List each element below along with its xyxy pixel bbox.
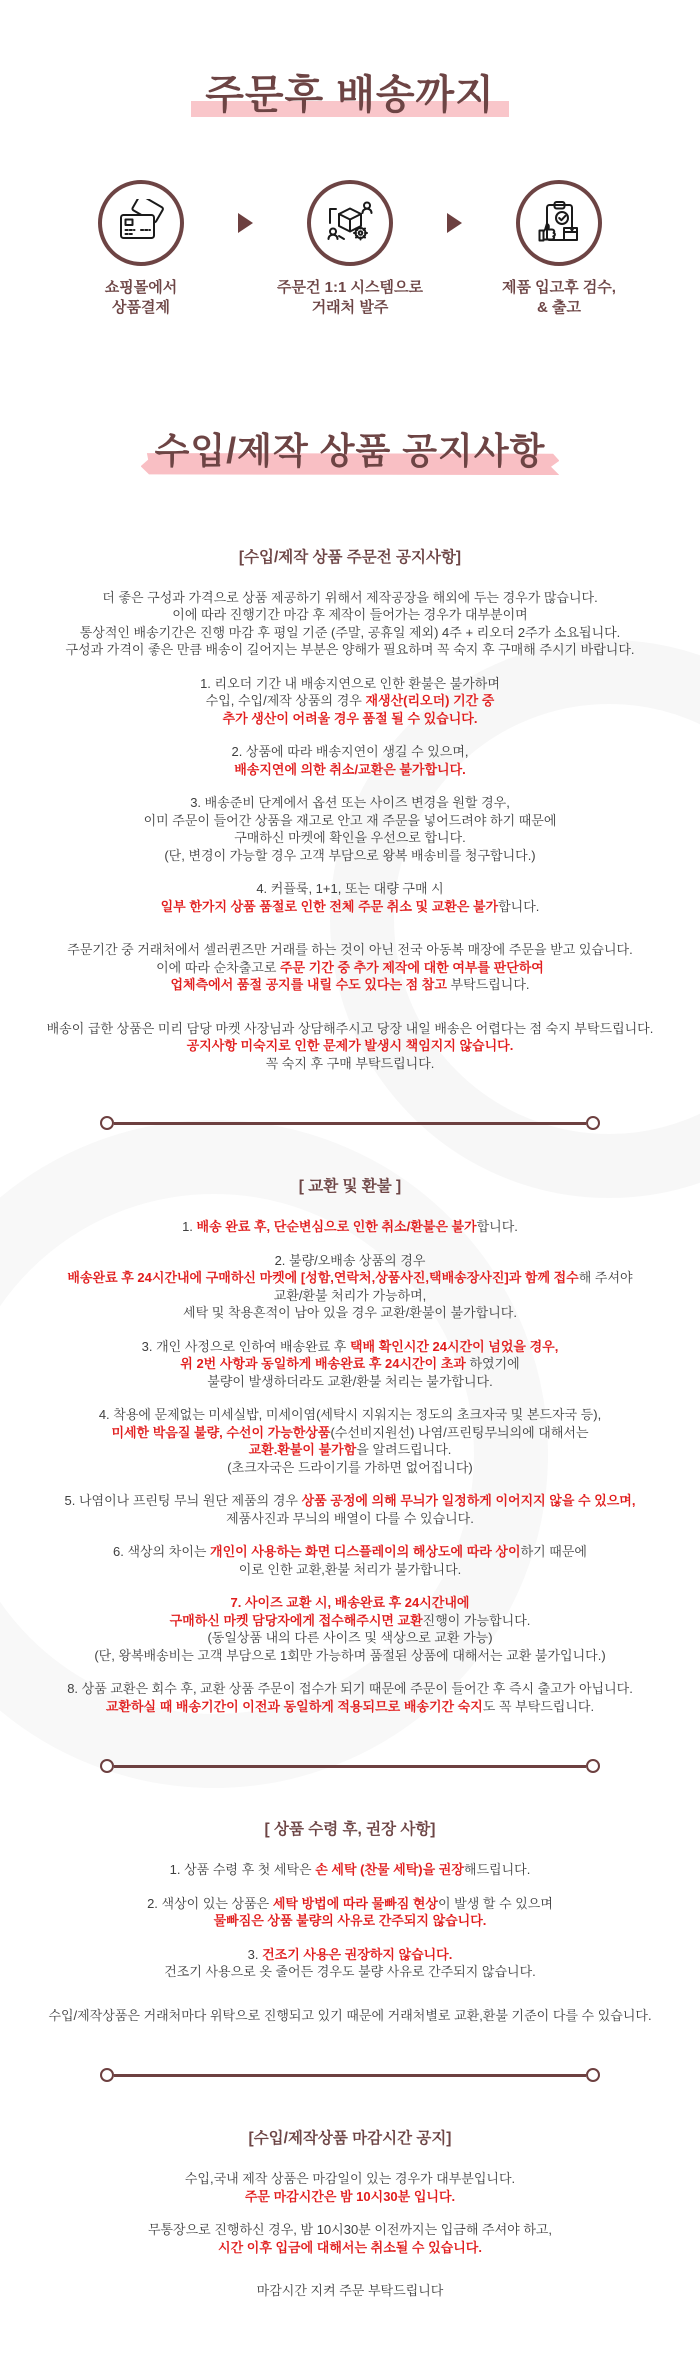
arrow-right-icon <box>447 213 462 233</box>
divider-line <box>114 1122 586 1125</box>
notice-line: 통상적인 배송기간은 진행 마감 후 평일 기준 (주말, 공휴일 제외) 4주 + 리오더 2주가 소요됩니다. <box>79 624 621 640</box>
notice-line: 이에 따라 진행기간 마감 후 제작이 들어가는 경우가 대부분이며 <box>172 607 528 623</box>
notice-paragraph <box>20 2282 680 2300</box>
notice-line: 7. 사이즈 교환 시, 배송완료 후 24시간내에 <box>230 1595 470 1611</box>
notice-line: 2. 색상이 있는 상품은 세탁 방법에 따라 물빠짐 현상이 발생 할 수 있으며 <box>147 1895 553 1911</box>
notice-title-text: 수입/제작 상품 공지사항 <box>154 430 546 472</box>
page-title <box>205 73 495 117</box>
notice-paragraph <box>20 794 680 864</box>
notice-line: (단, 왕복배송비는 고객 부담으로 1회만 가능하며 품절된 상품에 대해서는 교환 불가입니다.) <box>94 1647 606 1663</box>
step-label-line: 제품 입고후 검수, <box>502 278 616 296</box>
section-heading: [ 상품 수령 후, 권장 사항] <box>264 1821 436 1839</box>
notice-line: 2. 불량/오배송 상품의 경우 <box>274 1252 426 1268</box>
notice-line: 수입,국내 제작 상품은 마감일이 있는 경우가 대부분입니다. <box>184 2171 516 2187</box>
divider-dot <box>586 1116 600 1130</box>
notice-paragraph <box>20 743 680 778</box>
notice-line: 5. 나염이나 프린팅 무늬 원단 제품의 경우 상품 공정에 의해 무늬가 일정하게 이어지지 않을 수 있으며, <box>64 1493 636 1509</box>
divider-dot <box>100 1759 114 1773</box>
divider-dot <box>586 2068 600 2082</box>
notice-line: 3. 배송준비 단계에서 옵션 또는 사이즈 변경을 원할 경우, <box>190 795 510 811</box>
notice-title <box>155 431 546 471</box>
section-care-recommendation <box>20 1817 680 2024</box>
notice-line: 1. 리오더 기간 내 배송지연으로 인한 환불은 불가하며 <box>200 675 500 691</box>
notice-line: 추가 생산이 어려울 경우 품절 될 수 있습니다. <box>222 710 478 726</box>
notice-paragraph <box>20 2170 680 2205</box>
notice-paragraph <box>20 1680 680 1715</box>
notice-line: 미세한 박음질 불량, 수선이 가능한상품(수선비지원선) 나염/프린팅무늬의에 대해서는 <box>111 1424 589 1440</box>
notice-line: 업체측에서 품절 공지를 내릴 수도 있다는 점 참고 부탁드립니다. <box>170 977 530 993</box>
section-heading: [수입/제작상품 마감시간 공지] <box>248 2130 452 2148</box>
notice-line: 구성과 가격이 좋은 만큼 배송이 길어지는 부분은 양해가 필요하며 꼭 숙지 후 구매해 주시기 바랍니다. <box>65 642 635 658</box>
notice-paragraph <box>20 1543 680 1578</box>
page-title-text: 주문후 배송까지 <box>205 72 495 117</box>
notice-paragraph <box>20 1492 680 1527</box>
notice-line: (초크자국은 드라이기를 가하면 없어집니다) <box>227 1459 473 1475</box>
notice-paragraph <box>20 1594 680 1664</box>
notice-line: 6. 색상의 차이는 개인이 사용하는 화면 디스플레이의 해상도에 따라 상이하기 때문에 <box>113 1544 587 1560</box>
notice-line: 제품사진과 무늬의 배열이 다를 수 있습니다. <box>226 1510 474 1526</box>
section-divider <box>100 1759 600 1773</box>
divider-dot <box>100 2068 114 2082</box>
step-label-line: 거래처 발주 <box>311 298 389 316</box>
notice-line: 꼭 숙지 후 구매 부탁드립니다. <box>265 1055 435 1071</box>
section-deadline-notice <box>20 2126 680 2300</box>
notice-line: 교환.환불이 불가함을 알려드립니다. <box>248 1442 452 1458</box>
step-label <box>502 278 616 318</box>
divider-dot <box>586 1759 600 1773</box>
notice-line: 물빠짐은 상품 불량의 사유로 간주되지 않습니다. <box>213 1913 487 1929</box>
notice-line: 4. 커플룩, 1+1, 또는 대량 구매 시 <box>256 881 444 897</box>
notice-line: 이에 따라 순차출고로 주문 기간 중 추가 제작에 대한 여부를 판단하여 <box>156 959 544 975</box>
notice-paragraph <box>20 880 680 915</box>
notice-line: 위 2번 사항과 동일하게 배송완료 후 24시간이 초과 하였기에 <box>180 1356 520 1372</box>
section-divider <box>100 1116 600 1130</box>
notice-paragraph <box>20 1020 680 1073</box>
notice-line: 공지사항 미숙지로 인한 문제가 발생시 책임지지 않습니다. <box>186 1038 514 1054</box>
notice-paragraph <box>20 1406 680 1476</box>
notice-line: 주문기간 중 거래처에서 셀러퀸즈만 거래를 하는 것이 아닌 전국 아동복 매장에 주문을 받고 있습니다. <box>67 942 633 958</box>
notice-paragraph <box>20 1252 680 1322</box>
section-divider <box>100 2068 600 2082</box>
process-steps <box>20 180 680 318</box>
notice-paragraph <box>20 675 680 728</box>
notice-line: 구매하신 마켓에 확인을 우선으로 합니다. <box>234 830 466 846</box>
step-label-line: & 출고 <box>537 298 581 316</box>
notice-paragraph <box>20 2007 680 2025</box>
order-system-icon <box>307 180 393 266</box>
process-step-inspection <box>464 180 654 318</box>
step-label-line: 주문건 1:1 시스템으로 <box>277 278 423 296</box>
notice-line: 더 좋은 구성과 가격으로 상품 제공하기 위해서 제작공장을 해외에 두는 경우가 많습니다. <box>102 589 598 605</box>
credit-card-icon <box>98 180 184 266</box>
notice-line: 구매하신 마켓 담당자에게 접수해주시면 교환진행이 가능합니다. <box>169 1612 531 1628</box>
notice-line: 배송지연에 의한 취소/교환은 불가합니다. <box>234 761 466 777</box>
divider-line <box>114 1765 586 1768</box>
notice-line: 이미 주문이 들어간 상품을 재고로 안고 재 주문을 넣어드려야 하기 때문에 <box>143 812 557 828</box>
step-label-line: 상품결제 <box>112 298 170 316</box>
notice-line: (단, 변경이 가능할 경우 고객 부담으로 왕복 배송비를 청구합니다.) <box>164 847 536 863</box>
notice-paragraph <box>20 1338 680 1391</box>
divider-dot <box>100 1116 114 1130</box>
notice-line: 1. 배송 완료 후, 단순변심으로 인한 취소/환불은 불가합니다. <box>182 1219 518 1235</box>
notice-line: 수입/제작상품은 거래처마다 위탁으로 진행되고 있기 때문에 거래처별로 교환,환불 기준이 다를 수 있습니다. <box>48 2007 652 2023</box>
step-label <box>105 278 177 318</box>
notice-line: 교환하실 때 배송기간이 이전과 동일하게 적용되므로 배송기간 숙지도 꼭 부탁드립니다. <box>105 1698 595 1714</box>
notice-line: 시간 이후 입금에 대해서는 취소될 수 있습니다. <box>218 2239 482 2255</box>
notice-line: 세탁 및 착용흔적이 남아 있을 경우 교환/환불이 불가합니다. <box>183 1305 517 1321</box>
divider-line <box>114 2074 586 2077</box>
notice-line: 수입, 수입/제작 상품의 경우 재생산(리오더) 기간 중 <box>205 693 495 709</box>
notice-line: 건조기 사용으로 옷 줄어든 경우도 불량 사유로 간주되지 않습니다. <box>164 1964 536 1980</box>
notice-line: 배송완료 후 24시간내에 구매하신 마켓에 [성함,연락처,상품사진,택배송장사진]과 함께 접수해 주셔야 <box>67 1270 633 1286</box>
notice-line: 3. 건조기 사용은 권장하지 않습니다. <box>247 1946 453 1962</box>
notice-line: 4. 착용에 문제없는 미세실밥, 미세이염(세탁시 지워지는 정도의 초크자국 및 본드자국 등), <box>98 1407 602 1423</box>
notice-paragraph <box>20 1218 680 1236</box>
notice-line: (동일상품 내의 다른 사이즈 및 색상으로 교환 가능) <box>207 1630 493 1646</box>
step-label <box>277 278 423 318</box>
notice-paragraph <box>20 1895 680 1930</box>
notice-line: 이로 인한 교환,환불 처리가 불가합니다. <box>238 1561 462 1577</box>
section-heading: [ 교환 및 환불 ] <box>298 1178 402 1196</box>
notice-line: 무통장으로 진행하신 경우, 밤 10시30분 이전까지는 입금해 주셔야 하고, <box>147 2222 553 2238</box>
notice-line: 주문 마감시간은 밤 10시30분 입니다. <box>244 2188 456 2204</box>
notice-line: 3. 개인 사정으로 인하여 배송완료 후 택배 확인시간 24시간이 넘었을 경우, <box>141 1338 559 1354</box>
notice-paragraph <box>20 941 680 994</box>
notice-paragraph <box>20 1946 680 1981</box>
process-step-payment <box>46 180 236 318</box>
notice-line: 1. 상품 수령 후 첫 세탁은 손 세탁 (찬물 세탁)을 권장해드립니다. <box>169 1862 531 1878</box>
notice-paragraph <box>20 589 680 659</box>
notice-paragraph <box>20 1861 680 1879</box>
inspection-icon <box>516 180 602 266</box>
notice-line: 8. 상품 교환은 회수 후, 교환 상품 주문이 접수가 되기 때문에 주문이 들어간 후 즉시 출고가 아닙니다. <box>67 1681 633 1697</box>
section-exchange-refund <box>20 1174 680 1715</box>
notice-line: 배송이 급한 상품은 미리 담당 마켓 사장님과 상담해주시고 당장 내일 배송은 어렵다는 점 숙지 부탁드립니다. <box>46 1020 654 1036</box>
notice-line: 불량이 발생하더라도 교환/환불 처리는 불가합니다. <box>207 1373 493 1389</box>
notice-line: 마감시간 지켜 주문 부탁드립니다 <box>256 2283 444 2299</box>
notice-title-wrap <box>20 402 680 501</box>
notice-paragraph <box>20 2221 680 2256</box>
step-label-line: 쇼핑몰에서 <box>104 278 178 296</box>
section-pre-order-notice <box>20 545 680 1073</box>
notice-line: 교환/환불 처리가 가능하며, <box>273 1287 427 1303</box>
notice-line: 2. 상품에 따라 배송지연이 생길 수 있으며, <box>231 744 469 760</box>
section-heading: [수입/제작 상품 주문전 공지사항] <box>238 548 462 566</box>
arrow-right-icon <box>238 213 253 233</box>
process-step-order-system <box>255 180 445 318</box>
notice-line: 일부 한가지 상품 품절로 인한 전체 주문 취소 및 교환은 불가합니다. <box>160 898 540 914</box>
